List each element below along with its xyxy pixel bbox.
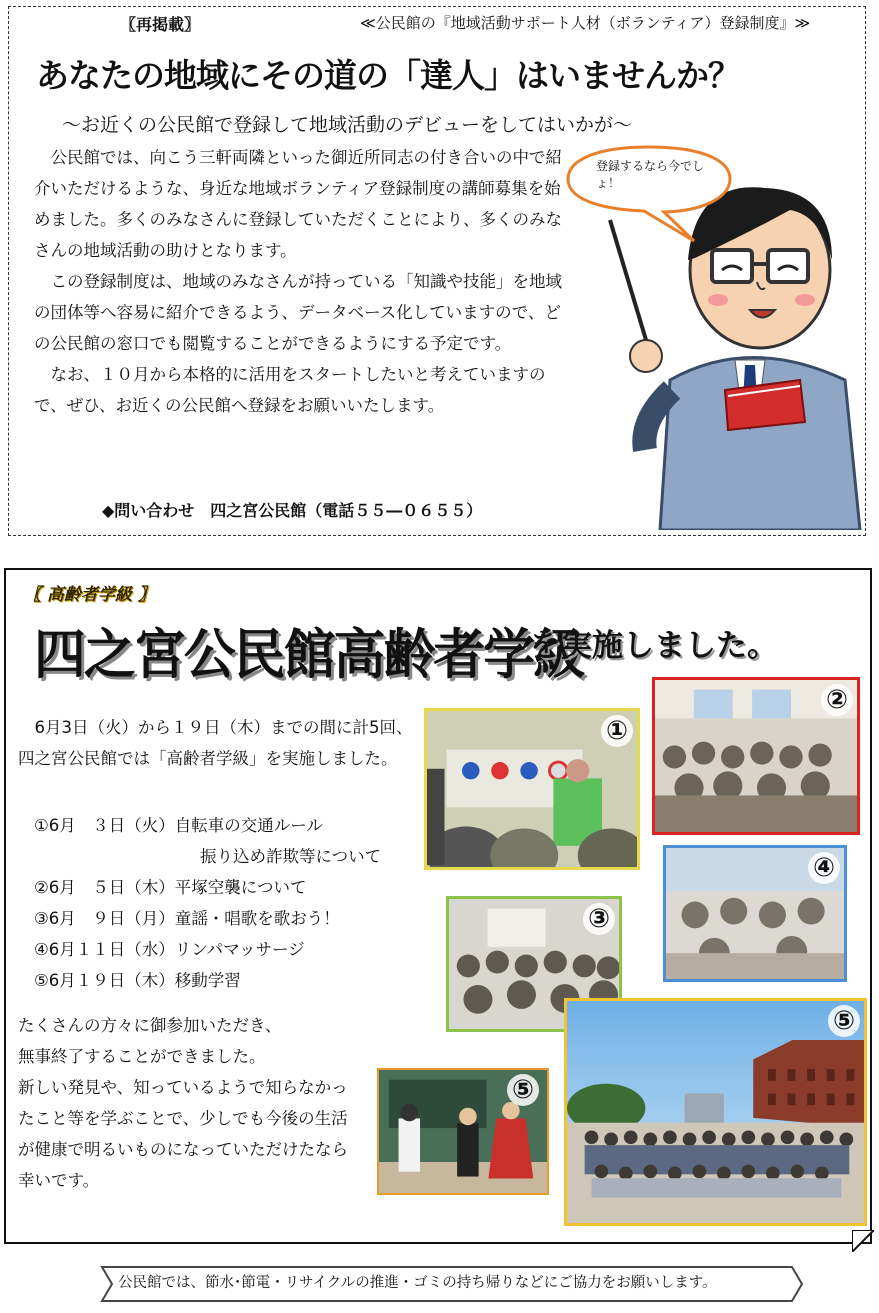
photo-lecture-hall — [652, 677, 860, 835]
schedule-item: ②6月 ５日（木）平塚空襲について — [34, 878, 307, 897]
closing-line: 新しい発見や、知っているようで知らなかったこと等を学ぶことで、少しでも今後の生活が健康で明るいものになっていただけたなら幸いです。 — [18, 1078, 348, 1190]
photo-number: ① — [601, 715, 633, 747]
notice-paragraph: なお、１０月から本格的に活用をスタートしたいと考えていますので、ぜひ、お近くの公民館へ登録をお願いいたします。 — [34, 365, 546, 415]
notice-headline: あなたの地域にその道の「達人」はいませんか？ — [36, 56, 740, 95]
notice-body — [34, 142, 574, 421]
report-closing — [18, 1010, 363, 1196]
photo-number: ③ — [583, 903, 615, 935]
photo-group-field-trip — [564, 998, 867, 1226]
notice-paragraph: この登録制度は、地域のみなさんが持っている「知識や技能」を地域の団体等へ容易に紹介できるよう、データベース化していますので、どの公民館の窓口でも閲覧することができるようにする予定です。 — [34, 272, 562, 353]
notice-paragraph: 公民館では、向こう三軒両隣といった御近所同志の付き合いの中で紹介いただけるような、身近な地域ボランティア登録制度の講師募集を始めました。多くのみなさんに登録していただくことにより、多くのみなさんの地域活動の助けとなります。 — [34, 148, 562, 260]
schedule-item: ③6月 ９日（月）童謡・唱歌を歌おう！ — [34, 909, 340, 928]
photo-number: ② — [821, 684, 853, 716]
photo-number: ⑤ — [828, 1005, 860, 1037]
photo-museum — [377, 1068, 549, 1195]
closing-line: たくさんの方々に御参加いただき、 — [18, 1016, 282, 1035]
photo-traffic-rules — [424, 708, 640, 870]
report-intro — [18, 712, 418, 774]
program-title: ≪公民館の『地域活動サポート人材（ボランティア）登録制度』≫ — [360, 14, 811, 32]
schedule-item: 振り込め詐欺等について — [200, 847, 382, 866]
report-title: 四之宮公民館高齢者学級 — [34, 623, 584, 686]
section-tag-text: 〖 高齢者学級 〗 — [24, 585, 155, 605]
report-title-suffix: を実施しました。 — [530, 628, 778, 664]
photo-number: ⑤ — [507, 1074, 539, 1106]
page-fold-corner — [852, 1230, 874, 1252]
notice-subheadline: ～お近くの公民館で登録して地域活動のデビューをしてはいかが～ — [62, 114, 633, 136]
schedule-item: ①6月 ３日（火）自転車の交通ルール — [34, 816, 323, 835]
intro-text: 6月3日（火）から１９日（木）までの間に計5回、四之宮公民館では「高齢者学級」を実施しました。 — [18, 718, 413, 768]
repost-tag: 〖再掲載〗 — [120, 15, 201, 34]
contact-info: ◆問い合わせ 四之宮公民館（電話５５―０６５５） — [102, 501, 483, 520]
closing-line: 無事終了することができました。 — [18, 1047, 266, 1066]
speech-bubble-text: 登録するなら今でしょ！ — [596, 159, 705, 190]
schedule-item: ④6月１１日（水）リンパマッサージ — [34, 940, 305, 959]
photo-massage — [663, 845, 847, 982]
photo-number: ④ — [808, 852, 840, 884]
section-tag — [20, 580, 159, 605]
footer-message: 公民館では、節水･節電・リサイクルの推進・ゴミの持ち帰りなどにご協力をお願いします。 — [118, 1275, 717, 1291]
schedule-item: ⑤6月１９日（木）移動学習 — [34, 971, 241, 990]
